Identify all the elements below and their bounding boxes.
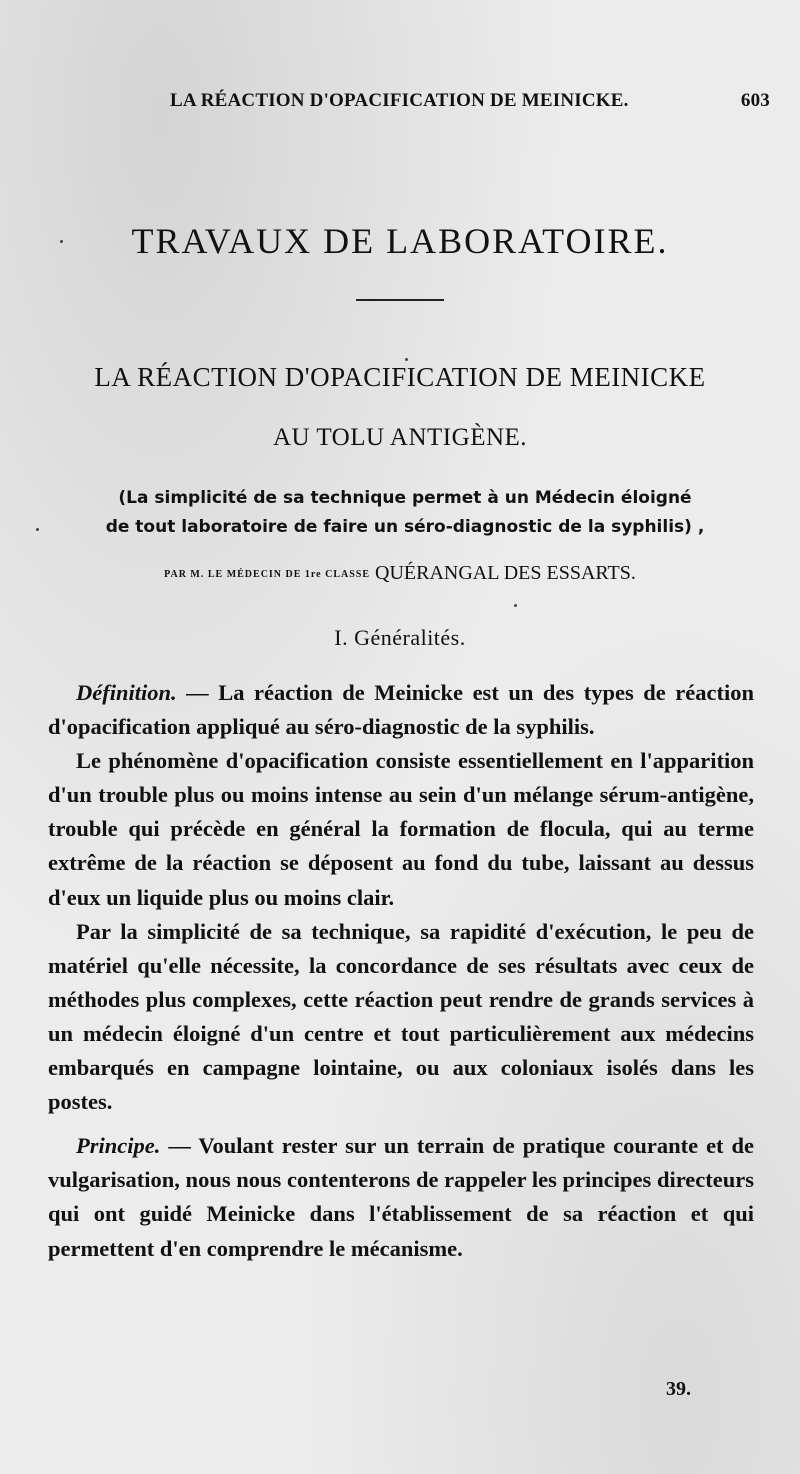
scan-speck: [514, 604, 517, 607]
title-rule: [356, 299, 444, 301]
author-line: [0, 562, 800, 585]
article-note-line-1: (La simplicité de sa technique permet à un Médecin éloigné: [118, 488, 692, 508]
scan-speck: [36, 528, 39, 531]
article-subtitle: AU TOLU ANTIGÈNE.: [272, 424, 528, 451]
paragraph-definition: [48, 676, 754, 744]
author-name: QUÉRANGAL DES ESSARTS.: [375, 562, 636, 584]
paragraph-text: — Voulant rester sur un terrain de pratique courante et de vulgarisation, nous nous contenterons de rappeler les principes directeurs qui ont guidé Meinicke dans l'établissement de sa réaction et qui permettent d'en comprendre le mécanisme.: [48, 1133, 754, 1261]
paragraph-lead: Définition.: [76, 680, 177, 705]
signature-folio: 39.: [666, 1378, 691, 1400]
article-note: [40, 484, 770, 542]
article-note-line-2: de tout laboratoire de faire un séro-diagnostic de la syphilis) ,: [105, 517, 705, 537]
article-title: LA RÉACTION D'OPACIFICATION DE MEINICKE: [94, 362, 706, 392]
paragraph-text: — La réaction de Meinicke est un des types de réaction d'opacification appliqué au séro-diagnostic de la syphilis.: [48, 680, 754, 740]
page-number: 603: [740, 90, 770, 111]
section-title: TRAVAUX DE LABORATOIRE.: [131, 221, 669, 261]
paragraph-principe: [48, 1129, 754, 1265]
paragraph-simplicity: Par la simplicité de sa technique, sa rapidité d'exécution, le peu de matériel qu'elle nécessite, la concordance de ses résultats avec ceux de méthodes plus complexes, cette réaction peut rendre de grands services à un médecin éloigné d'un centre et tout particulièrement aux médecins embarqués en campagne lointaine, ou aux coloniaux isolés dans les postes.: [48, 918, 754, 1115]
section-heading: I. Généralités.: [334, 625, 466, 650]
author-prefix: PAR M. LE MÉDECIN DE 1re CLASSE: [164, 569, 371, 580]
paragraph-opacification: Le phénomène d'opacification consiste essentiellement en l'apparition d'un trouble plus ou moins intense au sein d'un mélange sérum-antigène, trouble qui précède en général la formation de flocula, qui au terme extrême de la réaction se déposent au fond du tube, laissant au dessus d'eux un liquide plus ou moins clair.: [48, 748, 754, 910]
body-text: [48, 676, 754, 1266]
running-head-title: LA RÉACTION D'OPACIFICATION DE MEINICKE.: [170, 90, 629, 111]
scan-speck: [405, 358, 408, 361]
paragraph-lead: Principe.: [76, 1133, 161, 1159]
scan-speck: [60, 240, 63, 243]
